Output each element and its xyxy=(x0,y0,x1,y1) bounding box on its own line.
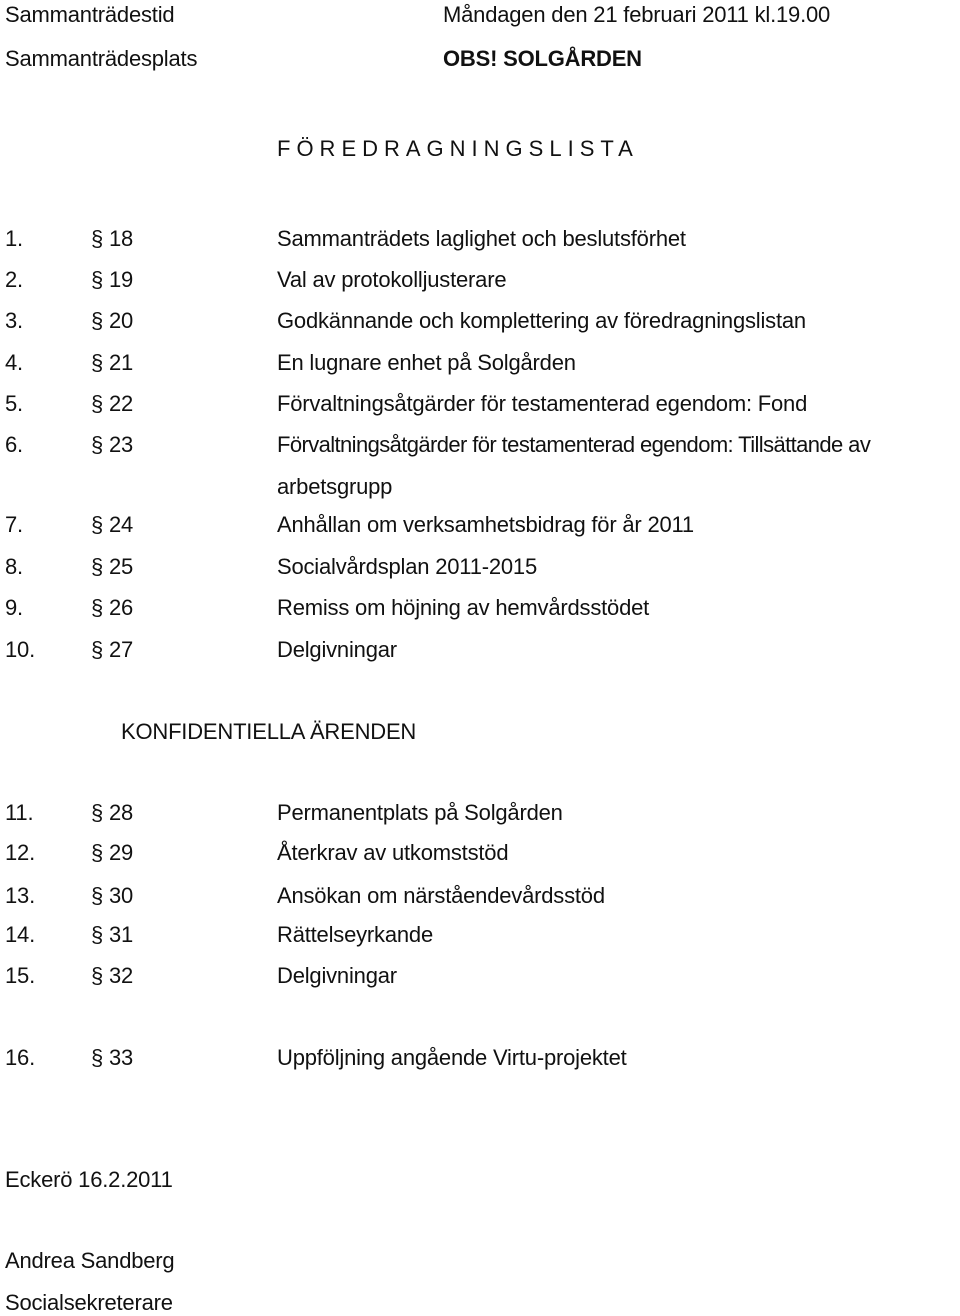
item-number: 1. xyxy=(5,226,23,251)
item-paragraph: § 20 xyxy=(91,308,134,333)
agenda-item xyxy=(0,350,960,380)
agenda-item xyxy=(0,391,960,421)
item-number: 14. xyxy=(5,922,35,947)
agenda-item xyxy=(0,883,960,913)
signer-name: Andrea Sandberg xyxy=(5,1248,175,1273)
place-date: Eckerö 16.2.2011 xyxy=(5,1167,173,1192)
item-title: Socialvårdsplan 2011-2015 xyxy=(277,554,537,579)
agenda-item xyxy=(0,308,960,338)
item-title: Val av protokolljusterare xyxy=(277,267,507,292)
agenda-item xyxy=(0,554,960,584)
agenda-item xyxy=(0,963,960,993)
meeting-time-value: Måndagen den 21 februari 2011 kl.19.00 xyxy=(443,2,831,27)
meeting-time-label: Sammanträdestid xyxy=(5,2,175,27)
item-title: Uppföljning angående Virtu-projektet xyxy=(277,1045,627,1070)
item-title: Delgivningar xyxy=(277,637,397,662)
item-number: 2. xyxy=(5,267,23,292)
item-number: 8. xyxy=(5,554,23,579)
agenda-item xyxy=(0,922,960,952)
agenda-item xyxy=(0,637,960,667)
item-title: Förvaltningsåtgärder för testamenterad egendom: Fond xyxy=(277,391,808,416)
item-title: Anhållan om verksamhetsbidrag för år 2011 xyxy=(277,512,694,537)
item-number: 16. xyxy=(5,1045,35,1070)
item-title: En lugnare enhet på Solgården xyxy=(277,350,576,375)
item-title: Remiss om höjning av hemvårdsstödet xyxy=(277,595,650,620)
meeting-place-label: Sammanträdesplats xyxy=(5,46,198,71)
agenda-item xyxy=(0,595,960,625)
meeting-place-value: OBS! SOLGÅRDEN xyxy=(443,46,642,71)
agenda-item xyxy=(0,226,960,256)
agenda-item xyxy=(0,1045,960,1075)
item-title: Ansökan om närståendevårdsstöd xyxy=(277,883,605,908)
item-title-continuation: arbetsgrupp xyxy=(277,474,393,499)
agenda-item xyxy=(0,840,960,870)
item-paragraph: § 29 xyxy=(91,840,134,865)
agenda-item xyxy=(0,267,960,297)
item-paragraph: § 26 xyxy=(91,595,134,620)
item-number: 7. xyxy=(5,512,23,537)
item-paragraph: § 27 xyxy=(91,637,134,662)
item-paragraph: § 18 xyxy=(91,226,134,251)
item-title: Återkrav av utkomststöd xyxy=(277,840,509,865)
item-number: 15. xyxy=(5,963,35,988)
item-paragraph: § 32 xyxy=(91,963,134,988)
item-number: 6. xyxy=(5,432,23,457)
agenda-item xyxy=(0,800,960,830)
item-paragraph: § 31 xyxy=(91,922,134,947)
item-title: Godkännande och komplettering av föredragningslistan xyxy=(277,308,806,333)
item-title: Delgivningar xyxy=(277,963,397,988)
item-number: 11. xyxy=(5,800,34,825)
item-number: 3. xyxy=(5,308,23,333)
item-number: 4. xyxy=(5,350,23,375)
item-title: Sammanträdets laglighet och beslutsförhet xyxy=(277,226,686,251)
item-number: 5. xyxy=(5,391,23,416)
item-title: Rättelseyrkande xyxy=(277,922,433,947)
item-paragraph: § 22 xyxy=(91,391,134,416)
item-paragraph: § 23 xyxy=(91,432,134,457)
item-paragraph: § 33 xyxy=(91,1045,134,1070)
item-number: 9. xyxy=(5,595,23,620)
confidential-heading: KONFIDENTIELLA ÄRENDEN xyxy=(121,719,417,744)
item-number: 12. xyxy=(5,840,35,865)
agenda-item xyxy=(0,432,960,462)
item-number: 10. xyxy=(5,637,35,662)
item-paragraph: § 21 xyxy=(91,350,134,375)
item-title: Permanentplats på Solgården xyxy=(277,800,563,825)
item-paragraph: § 24 xyxy=(91,512,134,537)
document-title: FÖREDRAGNINGSLISTA xyxy=(277,136,639,161)
signer-title: Socialsekreterare xyxy=(5,1290,173,1315)
item-paragraph: § 19 xyxy=(91,267,134,292)
item-paragraph: § 30 xyxy=(91,883,134,908)
item-number: 13. xyxy=(5,883,35,908)
item-title: Förvaltningsåtgärder för testamenterad egendom: Tillsättande av xyxy=(277,432,871,457)
agenda-item xyxy=(0,512,960,542)
item-paragraph: § 28 xyxy=(91,800,134,825)
item-paragraph: § 25 xyxy=(91,554,134,579)
